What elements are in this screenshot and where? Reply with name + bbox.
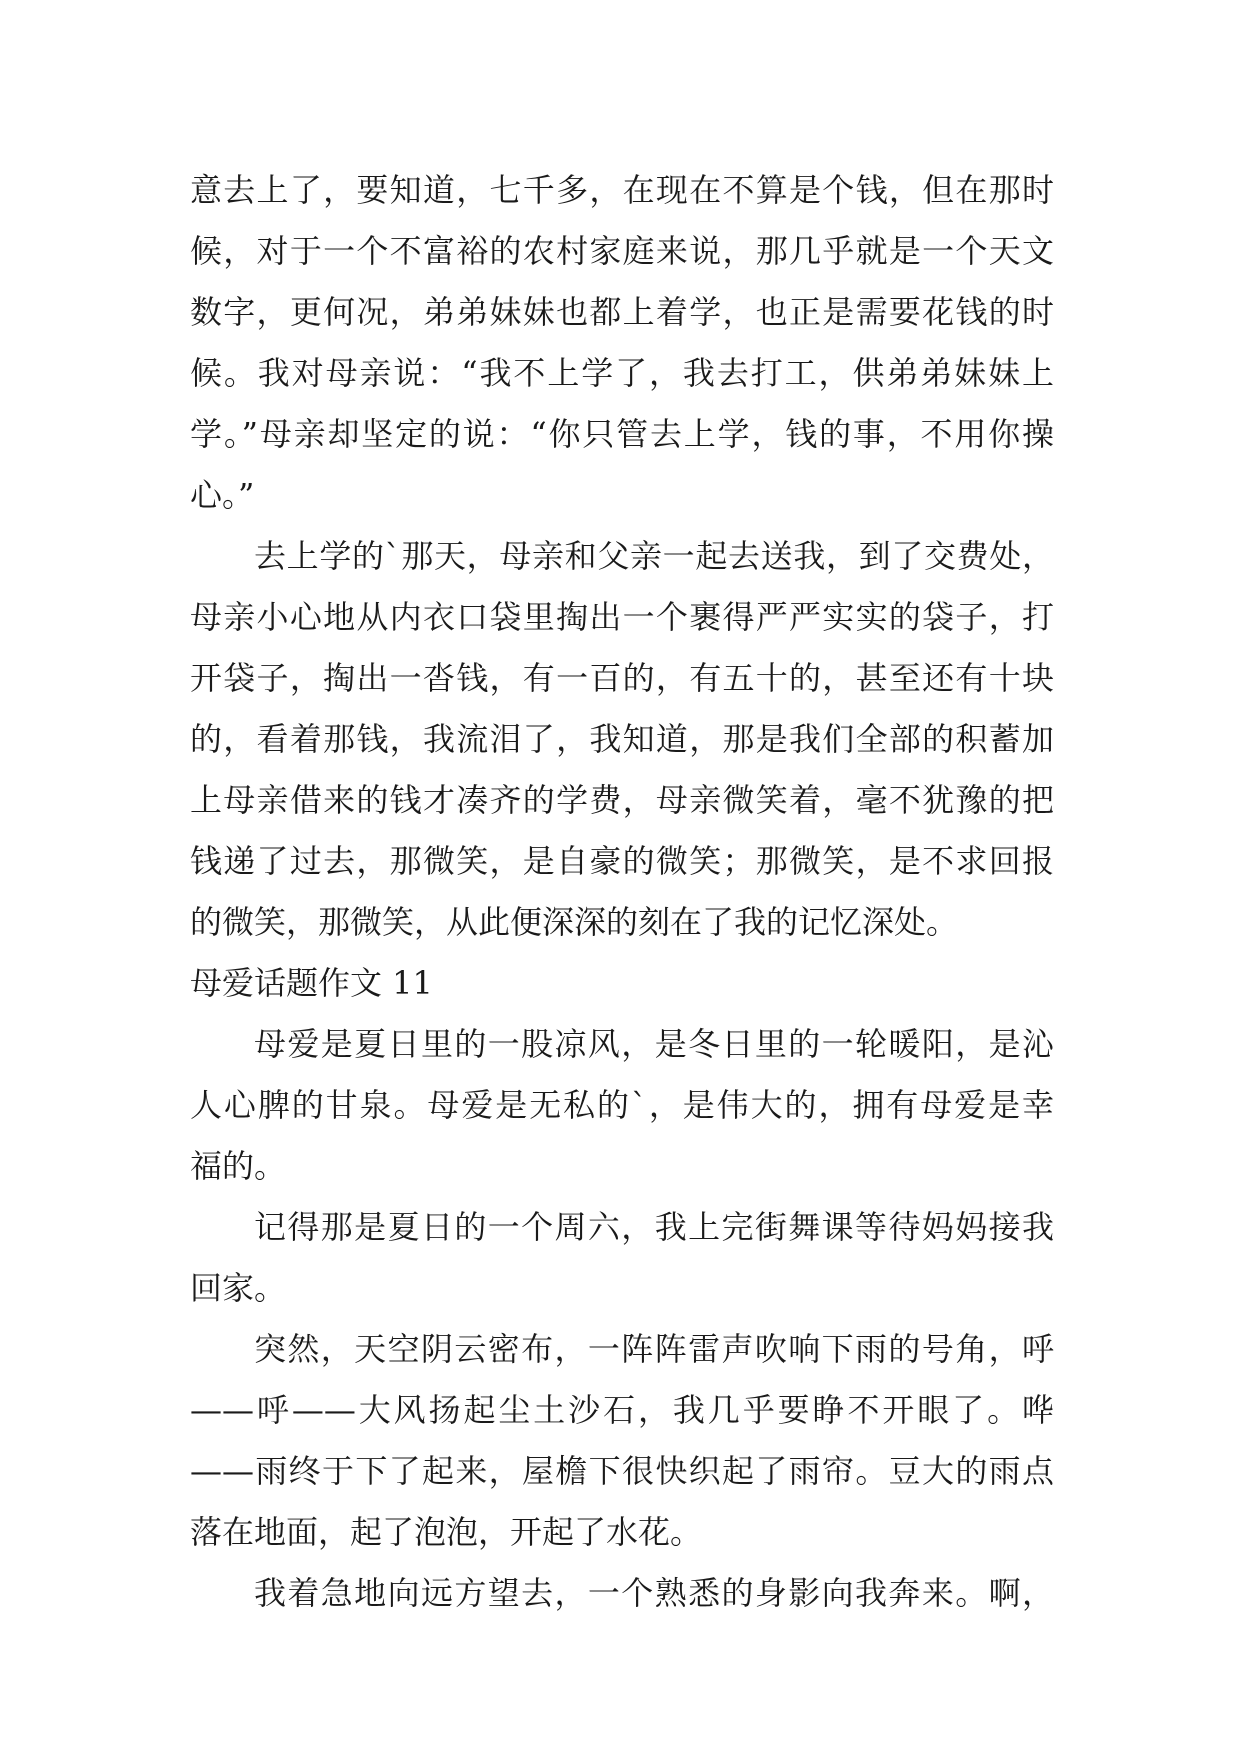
text-line: 的微笑，那微笑，从此便深深的刻在了我的记忆深处。 <box>190 903 959 941</box>
text-line: 母爱是夏日里的一股凉风，是冬日里的一轮暖阳，是沁 <box>254 1025 1054 1063</box>
text-line: 人心脾的甘泉。母爱是无私的`，是伟大的，拥有母爱是幸 <box>190 1086 1054 1124</box>
text-line: 学。”母亲却坚定的说：“你只管去上学，钱的事，不用你操 <box>190 415 1054 453</box>
text-line: 候。我对母亲说：“我不上学了，我去打工，供弟弟妹妹上 <box>190 354 1054 392</box>
text-line: ——呼——大风扬起尘土沙石，我几乎要睁不开眼了。哗 <box>190 1391 1054 1429</box>
text-line: 我着急地向远方望去，一个熟悉的身影向我奔来。啊， <box>254 1574 1054 1612</box>
text-line: ——雨终于下了起来，屋檐下很快织起了雨帘。豆大的雨点 <box>190 1452 1054 1490</box>
text-line: 福的。 <box>190 1147 287 1185</box>
text-line: 数字，更何况，弟弟妹妹也都上着学，也正是需要花钱的时 <box>190 293 1054 331</box>
text-line: 落在地面，起了泡泡，开起了水花。 <box>190 1513 703 1551</box>
text-line: 钱递了过去，那微笑，是自豪的微笑；那微笑，是不求回报 <box>190 842 1054 880</box>
text-line: 回家。 <box>190 1269 287 1307</box>
text-line: 意去上了，要知道，七千多，在现在不算是个钱，但在那时 <box>190 171 1054 209</box>
text-line: 去上学的`那天，母亲和父亲一起去送我，到了交费处， <box>254 537 1054 575</box>
text-line: 记得那是夏日的一个周六，我上完街舞课等待妈妈接我 <box>254 1208 1054 1246</box>
text-line: 母亲小心地从内衣口袋里掏出一个裹得严严实实的袋子，打 <box>190 598 1054 636</box>
text-line: 心。” <box>190 476 255 514</box>
document-page <box>190 160 1054 1624</box>
text-line: 开袋子，掏出一沓钱，有一百的，有五十的，甚至还有十块 <box>190 659 1054 697</box>
text-line: 突然，天空阴云密布，一阵阵雷声吹响下雨的号角，呼 <box>254 1330 1054 1368</box>
text-line: 候，对于一个不富裕的农村家庭来说，那几乎就是一个天文 <box>190 232 1054 270</box>
text-line: 的，看着那钱，我流泪了，我知道，那是我们全部的积蓄加 <box>190 720 1054 758</box>
section-heading: 母爱话题作文 11 <box>190 964 433 1002</box>
text-line: 上母亲借来的钱才凑齐的学费，母亲微笑着，毫不犹豫的把 <box>190 781 1054 819</box>
